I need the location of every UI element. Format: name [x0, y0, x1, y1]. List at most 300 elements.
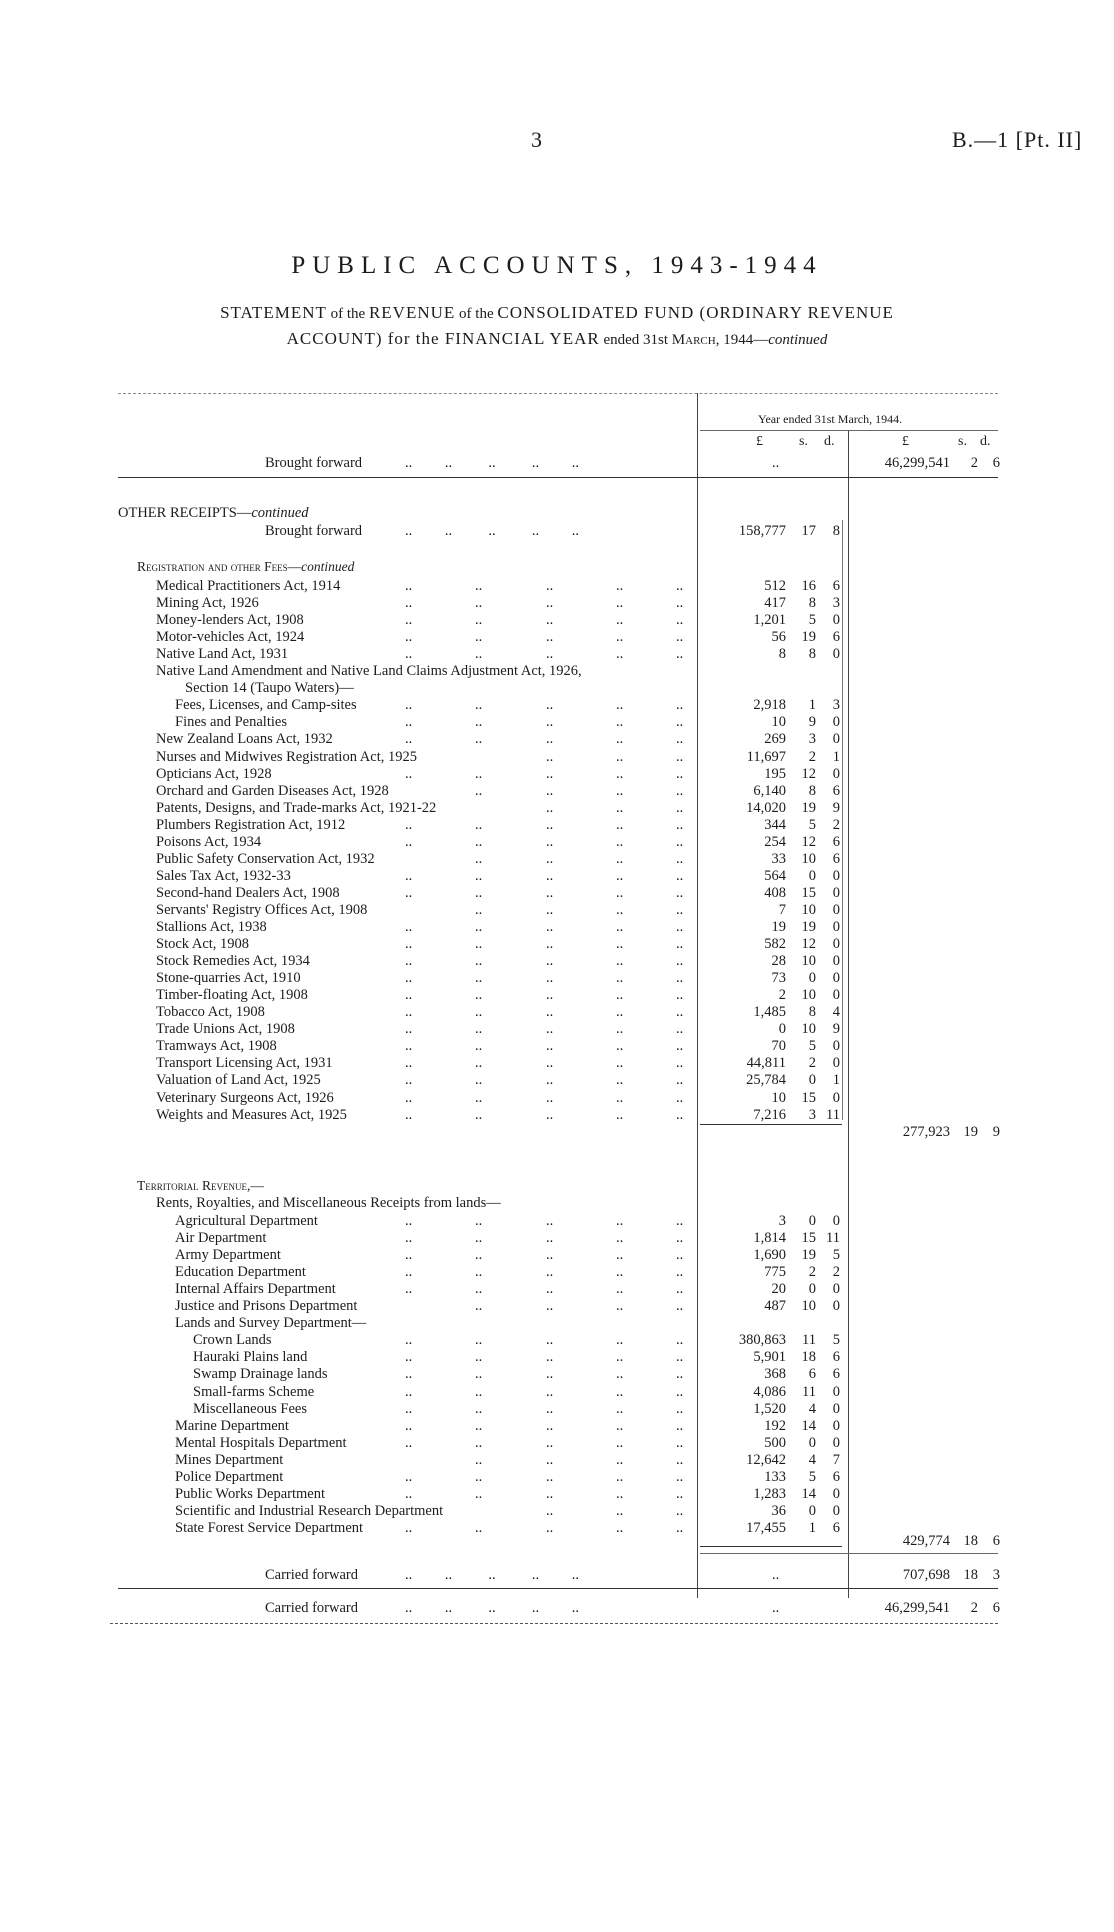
amount-pence: 0 — [832, 919, 840, 935]
row-label: Stallions Act, 1938 — [156, 919, 267, 935]
amount-shillings: 18 — [963, 1567, 978, 1583]
leader-dots: .. .. .. .. .. — [405, 1600, 579, 1616]
amount-pounds: 487 — [764, 1298, 786, 1315]
row-label: Swamp Drainage lands — [193, 1366, 328, 1383]
amount-pounds: 10 — [771, 714, 786, 731]
table-row — [0, 663, 1114, 680]
amount-shillings: 0 — [808, 867, 816, 884]
amount-pence: 0 — [832, 1213, 840, 1229]
amount-shillings: 5 — [808, 816, 816, 833]
row-label: Native Land Amendment and Native Land Claims Adjustment Act, 1926, — [156, 663, 582, 680]
row-label: Air Department — [175, 1230, 267, 1247]
amount-pounds: 368 — [764, 1366, 786, 1383]
amount-shillings: 0 — [808, 970, 816, 987]
amount-pounds: 56 — [771, 629, 786, 646]
amount-pounds: 0 — [778, 1021, 786, 1038]
row-label: Public Works Department — [175, 1485, 325, 1502]
amount-pounds: 44,811 — [746, 1055, 786, 1072]
rule-between-carried-forward — [118, 1588, 998, 1589]
amount-shillings: 16 — [801, 578, 816, 594]
amount-pounds: 1,283 — [753, 1485, 786, 1502]
table-row: Tobacco Act, 1908 .. .. .. .. .. 1,485 8 4 — [156, 1004, 840, 1021]
amount-shillings: 10 — [801, 1298, 816, 1315]
amount-pounds: 1,814 — [753, 1230, 786, 1247]
amount-pence: 0 — [832, 765, 840, 782]
table-top-rule — [118, 393, 998, 394]
table-row: Mines Department .. .. .. .. 12,642 4 7 — [175, 1451, 840, 1468]
amount-pence: 5 — [832, 1247, 840, 1264]
amount-pounds: 564 — [764, 867, 786, 884]
amount-pence: 6 — [992, 1533, 1000, 1549]
amount-pence: 0 — [832, 1038, 840, 1055]
amount-pounds: 512 — [764, 578, 786, 594]
subtitle-part: of the — [326, 306, 369, 322]
heading-continued: continued — [301, 559, 355, 574]
amount-pence: 0 — [832, 1383, 840, 1400]
territorial-revenue-total — [0, 1533, 1114, 1550]
amount-shillings: 0 — [808, 1281, 816, 1298]
row-label: Education Department — [175, 1264, 306, 1281]
amount-shillings: 14 — [801, 1417, 816, 1434]
leader-dots: .. .. .. .. .. — [405, 455, 579, 471]
amount-pence: 0 — [832, 1400, 840, 1417]
amount-pence: 0 — [832, 953, 840, 970]
amount-pounds: 269 — [764, 731, 786, 748]
amount-pounds: 20 — [771, 1281, 786, 1298]
row-label: Transport Licensing Act, 1931 — [156, 1055, 333, 1072]
amount-pounds: 2,918 — [753, 697, 786, 714]
amount-shillings: 8 — [808, 1004, 816, 1021]
amount-shillings: 15 — [801, 1230, 816, 1247]
amount-pounds: 46,299,541 — [884, 1600, 950, 1616]
subtitle-part: REVENUE — [368, 303, 456, 322]
table-row: Internal Affairs Department .. .. .. .. .. 20 0 0 — [175, 1281, 840, 1298]
row-label: Servants' Registry Offices Act, 1908 — [156, 901, 368, 918]
leader-dots: .. .. .. .. .. — [405, 1567, 579, 1583]
carried-forward-1-total — [0, 1567, 1114, 1584]
amount-pence: 0 — [832, 936, 840, 953]
amount-pounds: 73 — [771, 970, 786, 987]
other-receipts-brought-forward-amount — [0, 523, 1114, 540]
row-label: Scientific and Industrial Research Department — [175, 1502, 444, 1519]
table-row: Stock Remedies Act, 1934 .. .. .. .. .. 28 10 0 — [156, 953, 840, 970]
row-label: Stock Remedies Act, 1934 — [156, 953, 310, 970]
amount-pounds: 4,086 — [753, 1383, 786, 1400]
amount-pounds: 5,901 — [753, 1349, 786, 1366]
row-label: Stone-quarries Act, 1910 — [156, 970, 301, 987]
table-row: Trade Unions Act, 1908 .. .. .. .. .. 0 10 9 — [156, 1021, 840, 1038]
amount-pence: 1 — [832, 1072, 840, 1089]
row-label: Mental Hospitals Department — [175, 1434, 347, 1451]
amount-pounds: 7 — [778, 901, 786, 918]
amount-pence: 2 — [832, 816, 840, 833]
carried-forward-2-col1: .. — [772, 1600, 780, 1616]
amount-pounds: 429,774 — [902, 1533, 950, 1549]
statement-subtitle-line-2 — [0, 329, 1114, 349]
amount-pounds: 254 — [764, 833, 786, 850]
table-row: Poisons Act, 1934 .. .. .. .. .. 254 12 6 — [156, 833, 840, 850]
amount-pounds: 775 — [764, 1264, 786, 1281]
amount-shillings: 4 — [808, 1451, 816, 1468]
amount-pence: 0 — [832, 1089, 840, 1106]
col1-shillings-heading: s. — [799, 434, 808, 449]
table-row: Motor-vehicles Act, 1924 .. .. .. .. .. 56 19 6 — [156, 629, 840, 646]
amount-pence: 0 — [832, 1502, 840, 1519]
table-row: Veterinary Surgeons Act, 1926 .. .. .. .. .. 10 15 0 — [156, 1089, 840, 1106]
amount-shillings: 19 — [801, 1247, 816, 1264]
amount-pounds: 28 — [771, 953, 786, 970]
amount-shillings: 19 — [801, 629, 816, 646]
col2-pound-heading: £ — [902, 434, 909, 449]
table-row: Scientific and Industrial Research Department .. .. .. 36 0 0 — [175, 1502, 840, 1519]
amount-pence: 11 — [826, 1106, 840, 1123]
row-label: Opticians Act, 1928 — [156, 765, 272, 782]
amount-pounds: 14,020 — [746, 799, 786, 816]
amount-pence: 9 — [992, 1124, 1000, 1140]
table-row: Tramways Act, 1908 .. .. .. .. .. 70 5 0 — [156, 1038, 840, 1055]
header-rule — [700, 430, 998, 431]
amount-shillings: 5 — [808, 612, 816, 629]
amount-pounds: 500 — [764, 1434, 786, 1451]
amount-shillings: 0 — [808, 1434, 816, 1451]
amount-shillings: 10 — [801, 901, 816, 918]
amount-pence: 0 — [832, 646, 840, 663]
row-label: Nurses and Midwives Registration Act, 1925 — [156, 748, 417, 765]
carried-forward-2-total — [0, 1600, 1114, 1617]
row-label: Stock Act, 1908 — [156, 936, 250, 953]
amount-pounds: 192 — [764, 1417, 786, 1434]
amount-pence: 0 — [832, 987, 840, 1004]
amount-shillings: 10 — [801, 1021, 816, 1038]
table-row: Education Department .. .. .. .. .. 775 2 2 — [175, 1264, 840, 1281]
amount-shillings: 9 — [808, 714, 816, 731]
table-row: Swamp Drainage lands .. .. .. .. .. 368 6 6 — [193, 1366, 840, 1383]
table-row: Mental Hospitals Department .. .. .. .. .. 500 0 0 — [175, 1434, 840, 1451]
row-label: Sales Tax Act, 1932-33 — [156, 867, 291, 884]
amount-shillings: 0 — [808, 1072, 816, 1089]
brought-forward-top-total — [0, 455, 1114, 472]
row-label: Plumbers Registration Act, 1912 — [156, 816, 346, 833]
table-row: Native Land Act, 1931 .. .. .. .. .. 8 8 0 — [156, 646, 840, 663]
amount-shillings: 6 — [808, 1366, 816, 1383]
table-row: Stallions Act, 1938 .. .. .. .. .. 19 19 0 — [156, 919, 840, 935]
subtitle-part: March — [671, 332, 716, 348]
row-label: Mining Act, 1926 — [156, 595, 259, 612]
amount-shillings: 8 — [808, 646, 816, 663]
amount-pounds: 195 — [764, 765, 786, 782]
table-row: Air Department .. .. .. .. .. 1,814 15 11 — [175, 1230, 840, 1247]
row-label: Veterinary Surgeons Act, 1926 — [156, 1089, 334, 1106]
table-row: New Zealand Loans Act, 1932 .. .. .. .. .. 269 3 0 — [156, 731, 840, 748]
amount-shillings: 18 — [801, 1349, 816, 1366]
amount-pounds: 1,485 — [753, 1004, 786, 1021]
amount-pence: 6 — [832, 1366, 840, 1383]
table-row: Mining Act, 1926 .. .. .. .. .. 417 8 3 — [156, 595, 840, 612]
table-row: Fees, Licenses, and Camp-sites .. .. .. .. .. 2,918 1 3 — [175, 697, 840, 714]
amount-pence: 0 — [832, 970, 840, 987]
table-row: Stock Act, 1908 .. .. .. .. .. 582 12 0 — [156, 936, 840, 953]
subtitle-part: ended 31st — [599, 332, 672, 348]
amount-pence: 2 — [832, 1264, 840, 1281]
registration-fees-heading — [137, 559, 354, 575]
table-row — [0, 680, 1114, 697]
amount-shillings: 11 — [802, 1332, 816, 1349]
row-label: Money-lenders Act, 1908 — [156, 612, 304, 629]
amount-pence: 0 — [832, 612, 840, 629]
amount-shillings: 2 — [808, 1055, 816, 1072]
amount-pence: 0 — [832, 1434, 840, 1451]
amount-pounds: 3 — [778, 1213, 786, 1229]
table-row: Valuation of Land Act, 1925 .. .. .. .. .. 25,784 0 1 — [156, 1072, 840, 1089]
amount-pounds: 408 — [764, 884, 786, 901]
row-label: Patents, Designs, and Trade-marks Act, 1921-22 — [156, 799, 437, 816]
amount-pounds: 17,455 — [746, 1519, 786, 1536]
row-label: Marine Department — [175, 1417, 289, 1434]
amount-pence: 1 — [832, 748, 840, 765]
row-label: Miscellaneous Fees — [193, 1400, 307, 1417]
amount-shillings: 2 — [808, 1264, 816, 1281]
page-number: 3 — [531, 127, 542, 152]
amount-pence: 6 — [832, 629, 840, 646]
row-label: Small-farms Scheme — [193, 1383, 315, 1400]
row-label: Tramways Act, 1908 — [156, 1038, 277, 1055]
amount-pence: 0 — [832, 1298, 840, 1315]
table-row: Money-lenders Act, 1908 .. .. .. .. .. 1,201 5 0 — [156, 612, 840, 629]
row-label: Internal Affairs Department — [175, 1281, 336, 1298]
row-label: Valuation of Land Act, 1925 — [156, 1072, 321, 1089]
table-row: Stone-quarries Act, 1910 .. .. .. .. .. 73 0 0 — [156, 970, 840, 987]
amount-shillings: 19 — [801, 919, 816, 935]
amount-pounds: 33 — [771, 850, 786, 867]
table-row: Crown Lands .. .. .. .. .. 380,863 11 5 — [193, 1332, 840, 1349]
row-label: Public Safety Conservation Act, 1932 — [156, 850, 375, 867]
row-label: Hauraki Plains land — [193, 1349, 308, 1366]
column-heading-year: Year ended 31st March, 1944. — [758, 412, 903, 426]
amount-pence: 0 — [832, 901, 840, 918]
amount-pounds: 1,520 — [753, 1400, 786, 1417]
row-label: Army Department — [175, 1247, 281, 1264]
row-label: Orchard and Garden Diseases Act, 1928 — [156, 782, 389, 799]
amount-pounds: 19 — [771, 919, 786, 935]
row-label: Poisons Act, 1934 — [156, 833, 262, 850]
amount-shillings: 17 — [801, 523, 816, 539]
table-row: Miscellaneous Fees .. .. .. .. .. 1,520 4 0 — [193, 1400, 840, 1417]
amount-shillings: 5 — [808, 1468, 816, 1485]
table-row: Servants' Registry Offices Act, 1908 .. .. .. .. 7 10 0 — [156, 901, 840, 918]
subtitle-part: CONSOLIDATED FUND (ORDINARY REVENUE — [497, 303, 894, 322]
table-row: Orchard and Garden Diseases Act, 1928 .. .. .. .. 6,140 8 6 — [156, 782, 840, 799]
amount-pounds: 582 — [764, 936, 786, 953]
amount-pence: 6 — [832, 782, 840, 799]
amount-pence: 3 — [832, 697, 840, 714]
carried-forward-2-label: Carried forward — [265, 1600, 358, 1616]
row-label: Fines and Penalties — [175, 714, 287, 731]
table-row: Agricultural Department .. .. .. .. .. 3 0 0 — [175, 1213, 840, 1229]
heading-text: Registration and other Fees— — [137, 559, 302, 574]
subtitle-part: continued — [768, 332, 828, 348]
amount-shillings: 14 — [801, 1485, 816, 1502]
amount-shillings: 4 — [808, 1400, 816, 1417]
amount-pence: 0 — [832, 884, 840, 901]
row-label: Justice and Prisons Department — [175, 1298, 358, 1315]
row-label: Timber-floating Act, 1908 — [156, 987, 308, 1004]
row-label: New Zealand Loans Act, 1932 — [156, 731, 333, 748]
amount-shillings: 2 — [970, 455, 978, 471]
amount-pounds: 1,690 — [753, 1247, 786, 1264]
table-row: Patents, Designs, and Trade-marks Act, 1921-22 .. .. .. 14,020 19 9 — [156, 799, 840, 816]
amount-shillings: 0 — [808, 1502, 816, 1519]
row-label: Crown Lands — [193, 1332, 272, 1349]
heading-continued: continued — [251, 505, 309, 521]
col1-pence-heading: d. — [824, 434, 835, 449]
table-row: Nurses and Midwives Registration Act, 1925 .. .. .. 11,697 2 1 — [156, 748, 840, 765]
amount-shillings: 2 — [808, 748, 816, 765]
row-label: State Forest Service Department — [175, 1519, 364, 1536]
amount-shillings: 8 — [808, 595, 816, 612]
document-reference: B.—1 [Pt. II] — [952, 127, 1083, 152]
amount-pence: 6 — [832, 1349, 840, 1366]
amount-pounds: 11,697 — [746, 748, 786, 765]
amount-pence: 0 — [832, 1417, 840, 1434]
amount-shillings: 11 — [802, 1383, 816, 1400]
amount-pence: 0 — [832, 867, 840, 884]
row-label: Native Land Act, 1931 — [156, 646, 289, 663]
table-row: Sales Tax Act, 1932-33 .. .. .. .. .. 564 0 0 — [156, 867, 840, 884]
amount-pence: 6 — [832, 850, 840, 867]
amount-pounds: 12,642 — [746, 1451, 786, 1468]
amount-shillings: 10 — [801, 850, 816, 867]
amount-pounds: 2 — [778, 987, 786, 1004]
amount-shillings: 19 — [963, 1124, 978, 1140]
amount-pounds: 36 — [771, 1502, 786, 1519]
page-title: PUBLIC ACCOUNTS, 1943-1944 — [291, 252, 823, 279]
amount-pence: 7 — [832, 1451, 840, 1468]
table-row: Opticians Act, 1928 .. .. .. .. .. 195 12 0 — [156, 765, 840, 782]
amount-pence: 0 — [832, 714, 840, 731]
amount-pence: 3 — [832, 595, 840, 612]
amount-shillings: 8 — [808, 782, 816, 799]
amount-shillings: 12 — [801, 833, 816, 850]
row-label: Medical Practitioners Act, 1914 — [156, 578, 341, 594]
other-receipts-brought-forward-label: Brought forward — [265, 523, 363, 539]
amount-shillings: 10 — [801, 953, 816, 970]
amount-pounds: 6,140 — [753, 782, 786, 799]
leader-dots: .. .. .. .. .. — [405, 523, 579, 539]
amount-pounds: 8 — [778, 646, 786, 663]
amount-pence: 6 — [992, 1600, 1000, 1616]
table-row: Army Department .. .. .. .. .. 1,690 19 5 — [175, 1247, 840, 1264]
amount-shillings: 15 — [801, 884, 816, 901]
amount-shillings: 12 — [801, 765, 816, 782]
amount-pence: 0 — [832, 731, 840, 748]
col1-pound-heading: £ — [756, 434, 763, 449]
amount-pounds: 1,201 — [753, 612, 786, 629]
amount-pounds: 277,923 — [902, 1124, 950, 1140]
amount-shillings: 18 — [963, 1533, 978, 1549]
table-row: Police Department .. .. .. .. .. 133 5 6 — [175, 1468, 840, 1485]
registration-fees-total — [0, 1124, 1114, 1141]
table-bottom-rule — [110, 1623, 998, 1624]
amount-shillings: 3 — [808, 1106, 816, 1123]
amount-shillings: 2 — [970, 1600, 978, 1616]
brought-forward-top-col1: .. — [772, 455, 780, 471]
amount-pence: 6 — [832, 1519, 840, 1536]
row-label: Second-hand Dealers Act, 1908 — [156, 884, 340, 901]
amount-pounds: 7,216 — [753, 1106, 786, 1123]
other-receipts-heading — [118, 505, 309, 522]
col2-pence-heading: d. — [980, 434, 991, 449]
carried-forward-1-col1: .. — [772, 1567, 780, 1583]
subtitle-part: , 1944— — [715, 332, 769, 348]
amount-shillings: 3 — [808, 731, 816, 748]
row-label: Weights and Measures Act, 1925 — [156, 1106, 347, 1123]
table-row: Public Safety Conservation Act, 1932 .. .. .. .. 33 10 6 — [156, 850, 840, 867]
amount-pence: 6 — [992, 455, 1000, 471]
amount-shillings: 1 — [808, 697, 816, 714]
amount-pence: 0 — [832, 1055, 840, 1072]
table-row: Transport Licensing Act, 1931 .. .. .. .. .. 44,811 2 0 — [156, 1055, 840, 1072]
table-row: Fines and Penalties .. .. .. .. .. 10 9 0 — [175, 714, 840, 731]
amount-pence: 6 — [832, 833, 840, 850]
amount-pence: 0 — [832, 1281, 840, 1298]
rule-above-carried-forward — [700, 1553, 998, 1554]
row-label: Section 14 (Taupo Waters)— — [185, 680, 354, 697]
row-label: Trade Unions Act, 1908 — [156, 1021, 295, 1038]
amount-shillings: 15 — [801, 1089, 816, 1106]
amount-pounds: 417 — [764, 595, 786, 612]
amount-shillings: 1 — [808, 1519, 816, 1536]
subtitle-part: ACCOUNT) for the FINANCIAL YEAR — [286, 329, 600, 348]
heading-text: OTHER RECEIPTS— — [118, 505, 252, 521]
amount-pence: 6 — [832, 1468, 840, 1485]
amount-pounds: 133 — [764, 1468, 786, 1485]
amount-pounds: 707,698 — [902, 1567, 950, 1583]
table-row: Hauraki Plains land .. .. .. .. .. 5,901 18 6 — [193, 1349, 840, 1366]
amount-pounds: 158,777 — [738, 523, 786, 539]
table-row: Timber-floating Act, 1908 .. .. .. .. .. 2 10 0 — [156, 987, 840, 1004]
amount-pounds: 10 — [771, 1089, 786, 1106]
table-row: Public Works Department .. .. .. .. .. 1,283 14 0 — [175, 1485, 840, 1502]
row-label: Police Department — [175, 1468, 284, 1485]
table-row: Small-farms Scheme .. .. .. .. .. 4,086 11 0 — [193, 1383, 840, 1400]
row-label: Fees, Licenses, and Camp-sites — [175, 697, 357, 714]
table-row: Medical Practitioners Act, 1914 .. .. .. .. .. 512 16 6 — [156, 578, 840, 594]
table-row: Plumbers Registration Act, 1912 .. .. .. .. .. 344 5 2 — [156, 816, 840, 833]
territorial-revenue-heading: Territorial Revenue,— — [137, 1178, 264, 1193]
table-row: State Forest Service Department .. .. .. .. .. 17,455 1 6 — [175, 1519, 840, 1536]
amount-shillings: 19 — [801, 799, 816, 816]
table-row: Justice and Prisons Department .. .. .. .. 487 10 0 — [175, 1298, 840, 1315]
amount-pence: 5 — [832, 1332, 840, 1349]
amount-shillings: 10 — [801, 987, 816, 1004]
amount-pounds: 380,863 — [738, 1332, 786, 1349]
amount-shillings: 5 — [808, 1038, 816, 1055]
subtitle-part: of the — [455, 306, 498, 322]
brought-forward-top-label: Brought forward — [265, 455, 363, 471]
row-label: Tobacco Act, 1908 — [156, 1004, 265, 1021]
amount-pence: 6 — [832, 578, 840, 594]
row-label: Mines Department — [175, 1451, 284, 1468]
table-row — [0, 1315, 1114, 1332]
table-row: Second-hand Dealers Act, 1908 .. .. .. .. .. 408 15 0 — [156, 884, 840, 901]
amount-pence: 4 — [832, 1004, 840, 1021]
amount-pence: 9 — [832, 799, 840, 816]
table-row: Marine Department .. .. .. .. .. 192 14 0 — [175, 1417, 840, 1434]
amount-pounds: 344 — [764, 816, 786, 833]
rule-below-brought-forward — [118, 477, 998, 478]
row-label: Lands and Survey Department— — [175, 1315, 367, 1332]
amount-pence: 0 — [832, 1485, 840, 1502]
